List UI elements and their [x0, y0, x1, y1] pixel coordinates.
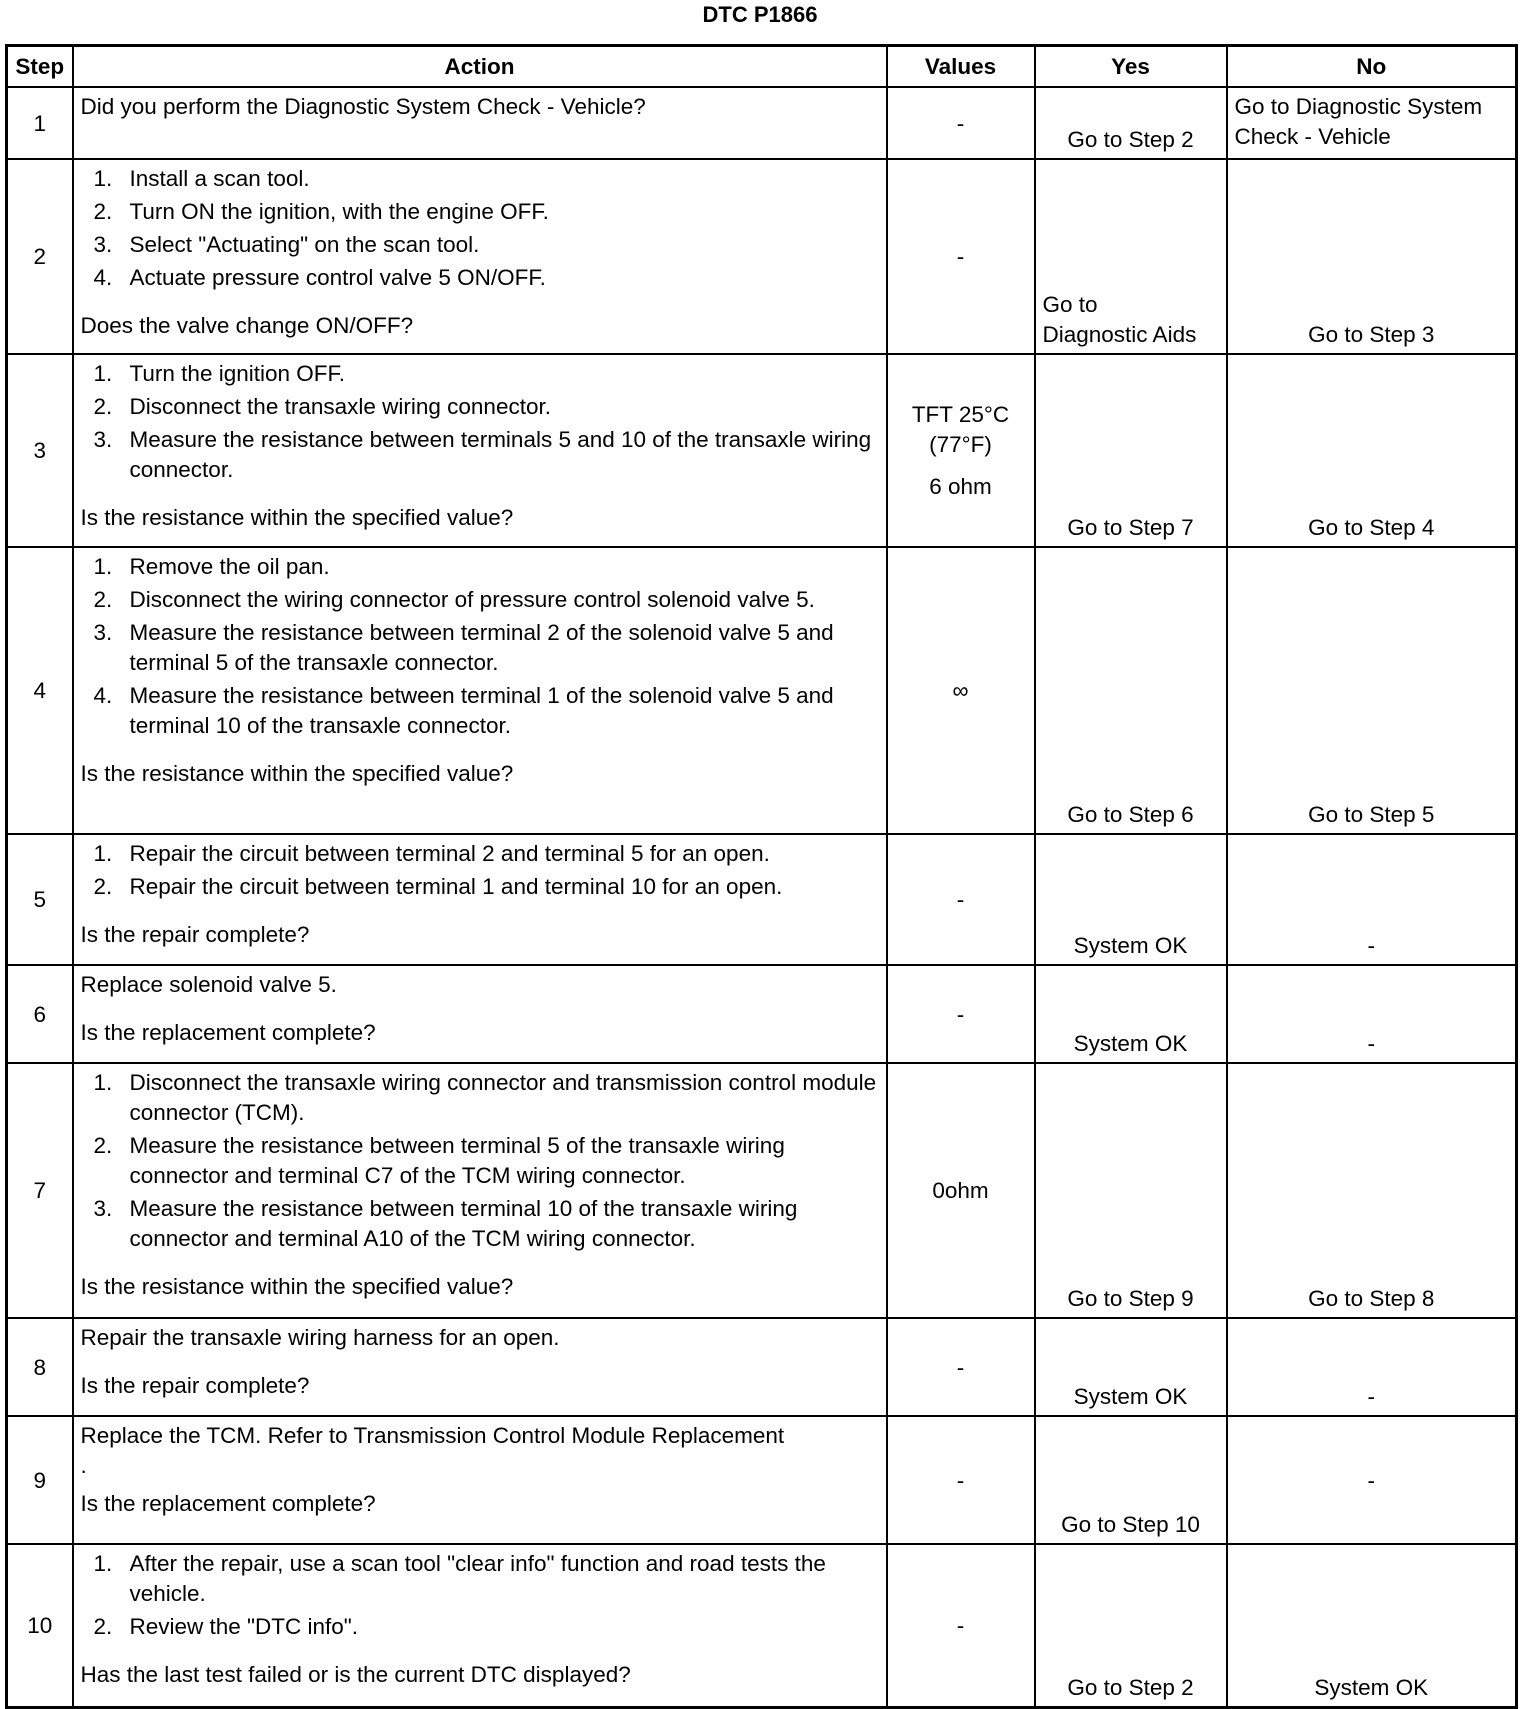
step-number: 3 [7, 354, 73, 547]
header-yes: Yes [1035, 46, 1227, 88]
values-cell: - [887, 1544, 1035, 1707]
table-row [7, 1318, 1517, 1416]
no-text-line: Go to Diagnostic System [1234, 94, 1483, 119]
item-number: 2. [93, 1614, 113, 1639]
yes-cell: Go to Step 9 [1035, 1063, 1227, 1318]
no-cell: - [1227, 1416, 1517, 1544]
action-cell [73, 834, 887, 965]
item-text: Actuate pressure control valve 5 ON/OFF. [129, 265, 546, 290]
item-text: Select "Actuating" on the scan tool. [129, 232, 480, 257]
table-row [7, 547, 1517, 834]
step-number: 4 [7, 547, 73, 834]
table-row [7, 87, 1517, 159]
yes-cell: Go to Step 2 [1035, 1544, 1227, 1707]
list-item [81, 359, 879, 389]
list-item [81, 1194, 879, 1254]
no-cell: Go to Step 4 [1227, 354, 1517, 547]
no-cell: Go to Step 5 [1227, 547, 1517, 834]
yes-text-line: Diagnostic Aids [1042, 322, 1197, 347]
values-text-line: 6 ohm [929, 474, 992, 499]
step-number: 7 [7, 1063, 73, 1318]
diagnostic-table [5, 44, 1518, 1709]
list-item [81, 230, 879, 260]
values-spacer [895, 460, 1027, 472]
item-number: 2. [93, 1133, 113, 1158]
step-number: 8 [7, 1318, 73, 1416]
item-number: 2. [93, 394, 113, 419]
values-text-line: (77°F) [929, 432, 992, 457]
yes-cell: System OK [1035, 965, 1227, 1063]
yes-cell: Go to Step 7 [1035, 354, 1227, 547]
action-cell [73, 1416, 887, 1544]
list-item [81, 872, 879, 902]
item-text: Remove the oil pan. [129, 554, 330, 579]
yes-text-line: Go to [1042, 292, 1098, 317]
values-cell: - [887, 87, 1035, 159]
item-number: 2. [93, 587, 113, 612]
list-item [81, 197, 879, 227]
action-text: . [80, 1453, 87, 1478]
header-action: Action [73, 46, 887, 88]
no-text-line: Check - Vehicle [1234, 124, 1391, 149]
item-number: 1. [93, 166, 113, 191]
item-text: Install a scan tool. [129, 166, 310, 191]
action-cell [73, 354, 887, 547]
action-question: Has the last test failed or is the current DTC displayed? [80, 1662, 631, 1687]
header-no: No [1227, 46, 1517, 88]
values-cell: - [887, 834, 1035, 965]
header-values: Values [887, 46, 1035, 88]
item-number: 2. [93, 199, 113, 224]
action-text: Repair the transaxle wiring harness for an open. [80, 1325, 560, 1350]
action-question: Is the replacement complete? [80, 1491, 376, 1516]
values-cell [887, 354, 1035, 547]
no-cell: - [1227, 1318, 1517, 1416]
item-number: 3. [93, 427, 113, 452]
no-cell [1227, 87, 1517, 159]
item-text: Measure the resistance between terminal 5 of the transaxle wiring connector and terminal C7 of the TCM wiring connector. [129, 1133, 785, 1188]
list-item [81, 585, 879, 615]
item-text: Repair the circuit between terminal 1 and terminal 10 for an open. [129, 874, 783, 899]
item-number: 1. [93, 1070, 113, 1095]
yes-cell: Go to Step 10 [1035, 1416, 1227, 1544]
table-row [7, 834, 1517, 965]
action-text: Did you perform the Diagnostic System Check - Vehicle? [80, 94, 646, 119]
table-row [7, 354, 1517, 547]
action-list [81, 839, 879, 902]
item-text: Measure the resistance between terminals 5 and 10 of the transaxle wiring connector. [129, 427, 872, 482]
item-text: Repair the circuit between terminal 2 and terminal 5 for an open. [129, 841, 770, 866]
item-number: 4. [93, 265, 113, 290]
item-text: Measure the resistance between terminal 2 of the solenoid valve 5 and terminal 5 of the transaxle connector. [129, 620, 834, 675]
item-text: Review the "DTC info". [129, 1614, 359, 1639]
action-question: Is the repair complete? [80, 922, 310, 947]
action-text: Replace solenoid valve 5. [80, 972, 337, 997]
list-item [81, 681, 879, 741]
item-text: Disconnect the wiring connector of pressure control solenoid valve 5. [129, 587, 815, 612]
action-question: Is the repair complete? [80, 1373, 310, 1398]
table-row [7, 965, 1517, 1063]
item-text: Disconnect the transaxle wiring connector. [129, 394, 551, 419]
list-item [81, 1068, 879, 1128]
action-list [81, 359, 879, 485]
action-list [81, 552, 879, 741]
item-number: 4. [93, 683, 113, 708]
item-number: 1. [93, 361, 113, 386]
values-cell: 0ohm [887, 1063, 1035, 1318]
header-step: Step [7, 46, 73, 88]
step-number: 1 [7, 87, 73, 159]
action-cell [73, 1063, 887, 1318]
list-item [81, 1612, 879, 1642]
item-text: Disconnect the transaxle wiring connector and transmission control module connector (TCM). [129, 1070, 877, 1125]
no-cell: Go to Step 3 [1227, 159, 1517, 354]
item-text: Measure the resistance between terminal 10 of the transaxle wiring connector and terminal A10 of the TCM wiring connector. [129, 1196, 798, 1251]
item-text: Turn ON the ignition, with the engine OFF. [129, 199, 549, 224]
yes-cell: Go to Step 2 [1035, 87, 1227, 159]
action-question: Is the resistance within the specified value? [80, 505, 514, 530]
action-question: Is the resistance within the specified value? [80, 761, 514, 786]
list-item [81, 164, 879, 194]
item-number: 3. [93, 232, 113, 257]
step-number: 5 [7, 834, 73, 965]
table-row [7, 1416, 1517, 1544]
list-item [81, 1131, 879, 1191]
action-cell [73, 547, 887, 834]
item-number: 1. [93, 1551, 113, 1576]
list-item [81, 263, 879, 293]
table-row [7, 1063, 1517, 1318]
values-cell: - [887, 1416, 1035, 1544]
values-cell: - [887, 1318, 1035, 1416]
action-question: Is the resistance within the specified value? [80, 1274, 514, 1299]
yes-cell: System OK [1035, 1318, 1227, 1416]
step-number: 10 [7, 1544, 73, 1707]
list-item [81, 839, 879, 869]
item-number: 1. [93, 554, 113, 579]
action-list [81, 164, 879, 293]
item-number: 2. [93, 874, 113, 899]
list-item [81, 425, 879, 485]
item-text: Turn the ignition OFF. [129, 361, 346, 386]
values-cell: - [887, 965, 1035, 1063]
values-cell: - [887, 159, 1035, 354]
action-list [81, 1068, 879, 1254]
step-number: 2 [7, 159, 73, 354]
action-cell [73, 1544, 887, 1707]
item-number: 1. [93, 841, 113, 866]
yes-cell: Go to Step 6 [1035, 547, 1227, 834]
item-text: Measure the resistance between terminal 1 of the solenoid valve 5 and terminal 10 of the transaxle connector. [129, 683, 834, 738]
list-item [81, 618, 879, 678]
page-title: DTC P1866 [702, 2, 818, 27]
action-list [81, 1549, 879, 1642]
no-cell: Go to Step 8 [1227, 1063, 1517, 1318]
action-cell [73, 965, 887, 1063]
values-cell: ∞ [887, 547, 1035, 834]
values-text-line: TFT 25°C [911, 402, 1010, 427]
action-question: Is the replacement complete? [80, 1020, 376, 1045]
no-cell: System OK [1227, 1544, 1517, 1707]
action-question: Does the valve change ON/OFF? [80, 313, 414, 338]
list-item [81, 552, 879, 582]
item-number: 3. [93, 620, 113, 645]
yes-cell: System OK [1035, 834, 1227, 965]
table-row [7, 1544, 1517, 1707]
no-cell: - [1227, 834, 1517, 965]
list-item [81, 1549, 879, 1609]
action-text: Replace the TCM. Refer to Transmission Control Module Replacement [80, 1423, 785, 1448]
action-cell [73, 87, 887, 159]
yes-cell [1035, 159, 1227, 354]
no-cell: - [1227, 965, 1517, 1063]
table-header-row [7, 46, 1517, 88]
action-cell [73, 159, 887, 354]
action-cell [73, 1318, 887, 1416]
table-row [7, 159, 1517, 354]
item-number: 3. [93, 1196, 113, 1221]
step-number: 9 [7, 1416, 73, 1544]
item-text: After the repair, use a scan tool "clear info" function and road tests the vehicle. [129, 1551, 826, 1606]
step-number: 6 [7, 965, 73, 1063]
list-item [81, 392, 879, 422]
